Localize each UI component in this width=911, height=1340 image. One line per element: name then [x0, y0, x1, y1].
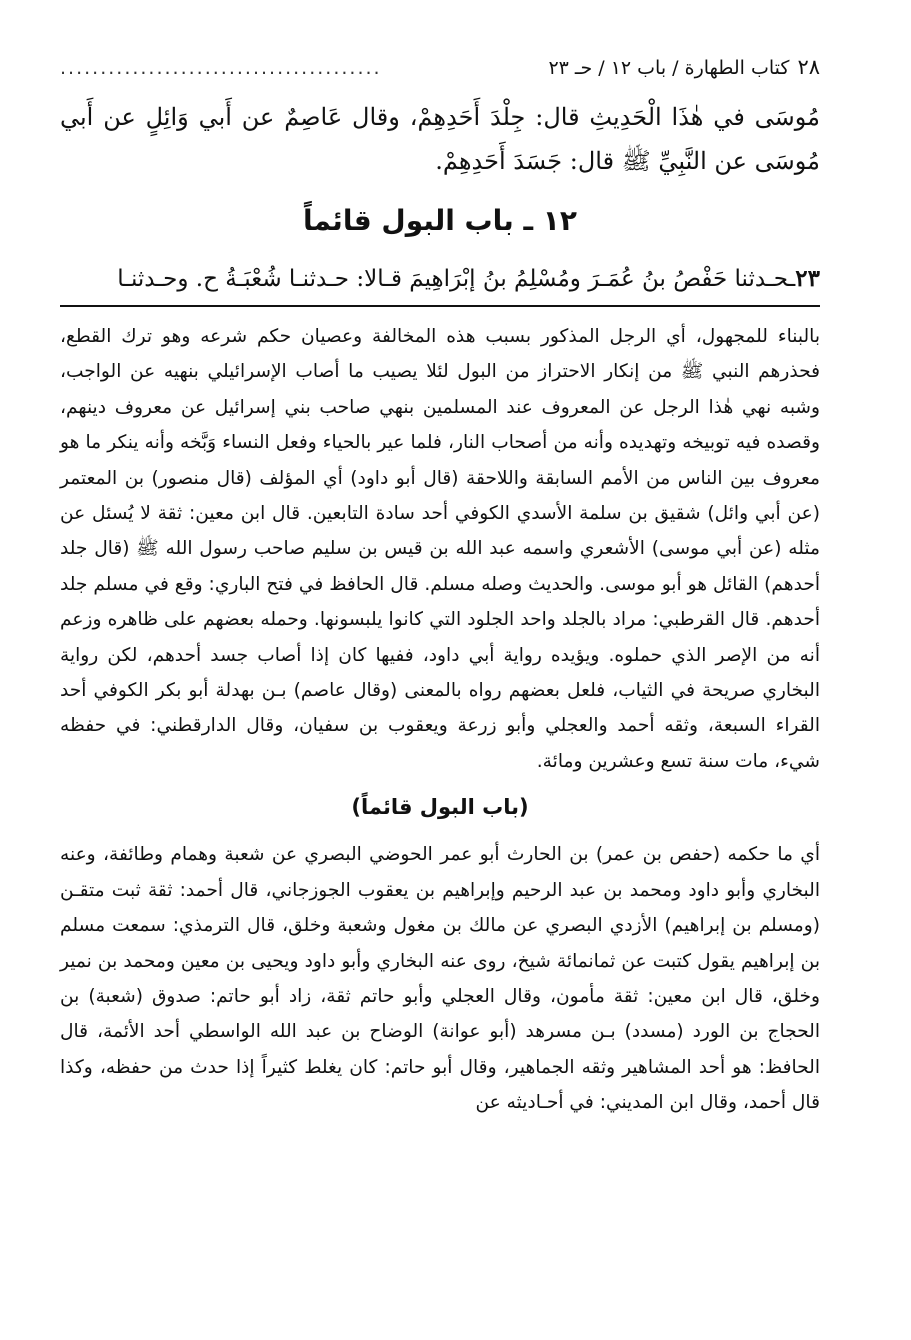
chapter-title: ١٢ ـ باب البول قائماً — [303, 204, 577, 237]
commentary-paragraph: أي ما حكمه (حفص بن عمر) بن الحارث أبو عمر الحوضي البصري عن شعبة وهمام وطائفة، وعنه البخاري وأبو داود ومحمد بن عبد الرحيم وإبراهيم بن يعقوب الجوزجاني، قال أحمد: ثقة ثبت متقـن (ومسلم بن إبراهيم) الأزدي البصري عن مالك بن مغول وشعبة وخلق، قال الترمذي: سمعت مسلم بن إبراهيم يقول كتبت عن ثمانمائة شيخ، روى عنه البخاري وأبو داود ويحيى بن معين ومحمد بن نمير وخلق، قال ابن معين: ثقة مأمون، وقال العجلي وأبو حاتم ثقة، زاد أبو حاتم: صدوق (شعبة) بن الحجاج بن الورد (مسدد) بـن مسرهد (أبو عوانة) الوضاح بن عبد الله الواسطي أحد الأئمة، قال الحافظ: هو أحد المشاهير وثقه الجماهير، وقال أبو حاتم: كان يغلط كثيراً إذا حدث من حفظه، وكذا قال أحمد، وقال ابن المديني: في أحـاديثه عن — [60, 844, 820, 1114]
commentary — [60, 319, 820, 1121]
commentary-paragraph: بالبناء للمجهول، أي الرجل المذكور بسبب هذه المخالفة وعصيان حكم شرعه وهو ترك القطع، فحذرهم النبي ﷺ من إنكار الاحتراز من البول لئلا يصيب ما أصاب الإسرائيلي بنهيه عن الواجب، وشبه نهي هٰذا الرجل عن المعروف عند المسلمين بنهي صاحب بني إسرائيل عن معروف دينهم، وقصده فيه توبيخه وتهديده وأنه من أصحاب النار، فلما عير بالحياء وفعل النساء وَبَّخه وأنه ينكر ما هو معروف بين الناس من الأمم السابقة واللاحقة (قال أبو داود) أي المؤلف (قال منصور) بن المعتمر (عن أبي وائل) شقيق بن سلمة الأسدي الكوفي أحد سادة التابعين. قال ابن معين: ثقة لا يُسئل عن مثله (عن أبي موسى) الأشعري واسمه عبد الله بن قيس بن سليم صاحب رسول الله ﷺ (قال جلد أحدهم) القائل هو أبو موسى. والحديث وصله مسلم. قال الحافظ في فتح الباري: وقع في مسلم جلد أحدهم. قال القرطبي: مراد بالجلد واحد الجلود التي كانوا يلبسونها. وحمله بعضهم على ظاهره وزعم أنه من الإصر الذي حملوه. ويؤيده رواية أبي داود، ففيها كان إذا أصاب جسد أحدهم، لكن رواية البخاري صريحة في الثياب، فلعل بعضهم رواه بالمعنى (وقال عاصم) بـن بهدلة أبو بكر الكوفي أحد القراء السبعة، وثقه أحمد والعجلي وأبو زرعة ويعقوب بن سفيان، وقال الدارقطني: في حفظه شيء، مات سنة تسع وعشرين ومائة. — [60, 326, 820, 772]
commentary-heading: (باب البول قائماً) — [351, 795, 529, 820]
hadith-number: ٢٣ — [795, 265, 820, 292]
hadith-isnad-line — [60, 259, 820, 307]
book-page — [60, 55, 820, 1121]
page-header — [60, 55, 820, 91]
running-title: كتاب الطهارة / باب ١٢ / حـ ٢٣ — [548, 57, 790, 79]
hadith-isnad-text: ـحـدثنا حَفْصُ بنُ عُمَـرَ ومُسْلِمُ بنُ إبْرَاهِيمَ قـالا: حـدثنـا شُعْبَـةُ ح. وحـدثنـا — [117, 266, 796, 292]
header-right — [548, 55, 820, 79]
hadith-text-continuation: مُوسَى في هٰذَا الْحَدِيثِ قال: جِلْدَ أَحَدِهِمْ، وقال عَاصِمٌ عن أَبي وَائِلٍ عن أَبي مُوسَى عن النَّبِيِّ ﷺ قال: جَسَدَ أَحَدِهِمْ. — [60, 103, 820, 175]
header-leader-dots: ........................................ — [60, 57, 382, 79]
page-number: ٢٨ — [797, 55, 820, 79]
